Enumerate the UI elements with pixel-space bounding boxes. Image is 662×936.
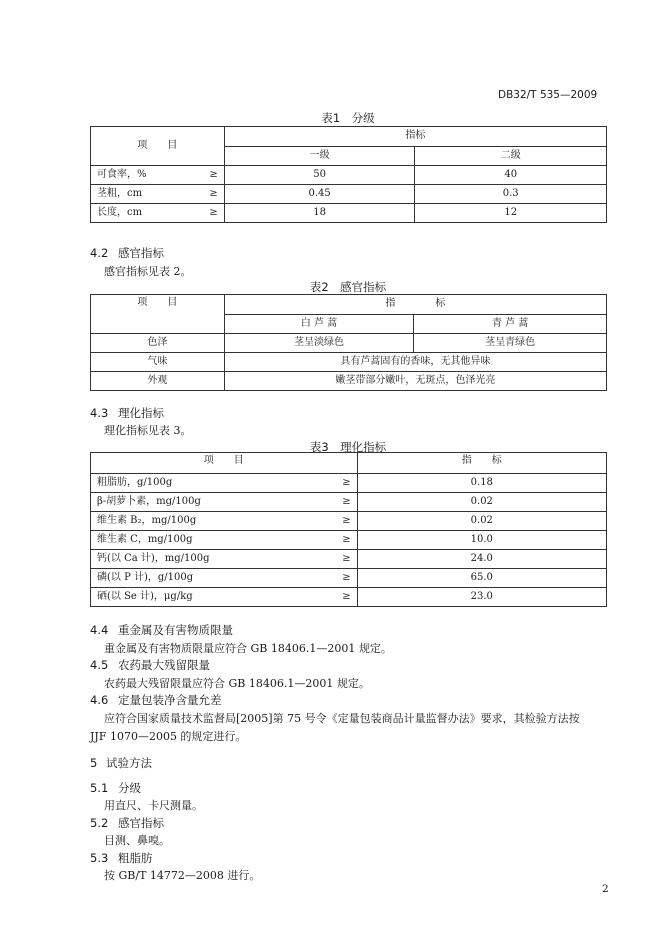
section-4-6-heading: 4.6 定量包装净含量允差 — [90, 693, 222, 707]
table3-row-item: 粗脂肪，g/100g ≥ — [91, 474, 358, 493]
table3-caption: 表3 理化指标 — [309, 440, 387, 454]
table1-header-grade2: 二级 — [415, 146, 607, 166]
table1-row-grade1: 50 — [224, 166, 415, 185]
section-5-3-text: 按 GB/T 14772—2008 进行。 — [104, 869, 261, 882]
table2-row-green: 茎呈青绿色 — [414, 334, 607, 353]
table2-row-merged: 嫩茎带部分嫩叶，无斑点，色泽光亮 — [224, 372, 606, 391]
table2-row-item: 色泽 — [91, 334, 225, 353]
section-5-1-text: 用直尺、卡尺测量。 — [104, 799, 203, 812]
section-5-3-heading: 5.3 粗脂肪 — [90, 851, 153, 865]
section-4-3-text: 理化指标见表 3。 — [104, 424, 192, 437]
table-row — [91, 550, 607, 569]
section-4-5-heading: 4.5 农药最大残留限量 — [90, 658, 210, 672]
table1-row-grade2: 0.3 — [415, 185, 607, 204]
table-row — [91, 493, 607, 512]
section-4-6-text-cont: JJF 1070—2005 的规定进行。 — [90, 730, 247, 743]
table1-row-grade2: 40 — [415, 166, 607, 185]
table3-row-item: 钙(以 Ca 计)，mg/100g ≥ — [91, 550, 358, 569]
table3-row-item: β-胡萝卜素，mg/100g ≥ — [91, 493, 358, 512]
table-row — [91, 372, 607, 391]
table3-row-value: 0.02 — [357, 512, 606, 531]
table-row — [91, 204, 607, 223]
table2-header-item: 项 目 — [91, 295, 225, 334]
table3-row-value: 65.0 — [357, 569, 606, 588]
section-5-1-heading: 5.1 分级 — [90, 781, 141, 795]
table3-row-value: 23.0 — [357, 588, 606, 607]
page-number: 2 — [602, 883, 609, 895]
section-5-2-heading: 5.2 感官指标 — [90, 816, 164, 830]
table2-caption: 表2 感官指标 — [309, 280, 387, 294]
table1-header-grade1: 一级 — [224, 146, 415, 166]
table1-row-grade1: 0.45 — [224, 185, 415, 204]
table3-physicochemical — [90, 452, 607, 607]
table2-sensory — [90, 294, 607, 391]
table2-row-white: 茎呈淡绿色 — [224, 334, 414, 353]
table3-row-item: 维生素 C，mg/100g ≥ — [91, 531, 358, 550]
table1-header-index: 指标 — [224, 127, 606, 147]
table2-header-index: 指 标 — [224, 295, 606, 315]
table-row — [91, 569, 607, 588]
section-4-6-text: 应符合国家质量技术监督局[2005]第 75 号令《定量包装商品计量监督办法》要求，其检验方法按 — [104, 712, 580, 725]
table3-row-item: 维生素 B₂，mg/100g ≥ — [91, 512, 358, 531]
table-row — [91, 531, 607, 550]
section-4-4-heading: 4.4 重金属及有害物质限量 — [90, 623, 233, 637]
table2-header-white: 白 芦 蒿 — [224, 314, 414, 334]
section-4-4-text: 重金属及有害物质限量应符合 GB 18406.1—2001 规定。 — [104, 642, 392, 655]
table1-row-item: 可食率，% ≥ — [91, 166, 225, 185]
table-row — [91, 353, 607, 372]
section-4-2-heading: 4.2 感官指标 — [90, 246, 164, 260]
table2-row-item: 外观 — [91, 372, 225, 391]
document-code: DB32/T 535—2009 — [498, 89, 598, 101]
table1-row-grade1: 18 — [224, 204, 415, 223]
table3-row-item: 磷(以 P 计)，g/100g ≥ — [91, 569, 358, 588]
table1-grading — [90, 126, 607, 223]
table3-row-value: 0.02 — [357, 493, 606, 512]
table-row — [91, 588, 607, 607]
table1-row-grade2: 12 — [415, 204, 607, 223]
table2-header-green: 青 芦 蒿 — [414, 314, 607, 334]
table2-row-merged: 具有芦蒿固有的香味，无其他异味 — [224, 353, 606, 372]
table3-header-index: 指 标 — [357, 453, 606, 474]
table3-row-item: 硒(以 Se 计)，μg/kg ≥ — [91, 588, 358, 607]
section-4-5-text: 农药最大残留限量应符合 GB 18406.1—2001 规定。 — [104, 677, 370, 690]
table3-row-value: 0.18 — [357, 474, 606, 493]
section-4-3-heading: 4.3 理化指标 — [90, 406, 164, 420]
table3-row-value: 10.0 — [357, 531, 606, 550]
table-row — [91, 334, 607, 353]
table2-row-item: 气味 — [91, 353, 225, 372]
table1-row-item: 茎粗，cm ≥ — [91, 185, 225, 204]
table1-header-item: 项 目 — [91, 127, 225, 166]
table3-row-value: 24.0 — [357, 550, 606, 569]
table3-header-item: 项 目 — [91, 453, 358, 474]
table1-caption: 表1 分级 — [321, 111, 375, 125]
section-5-2-text: 目测、鼻嗅。 — [104, 834, 170, 847]
section-5-heading: 5 试验方法 — [90, 756, 152, 770]
table-row — [91, 474, 607, 493]
table-row — [91, 166, 607, 185]
table-row — [91, 512, 607, 531]
table1-row-item: 长度，cm ≥ — [91, 204, 225, 223]
table-row — [91, 185, 607, 204]
section-4-2-text: 感官指标见表 2。 — [104, 265, 192, 278]
